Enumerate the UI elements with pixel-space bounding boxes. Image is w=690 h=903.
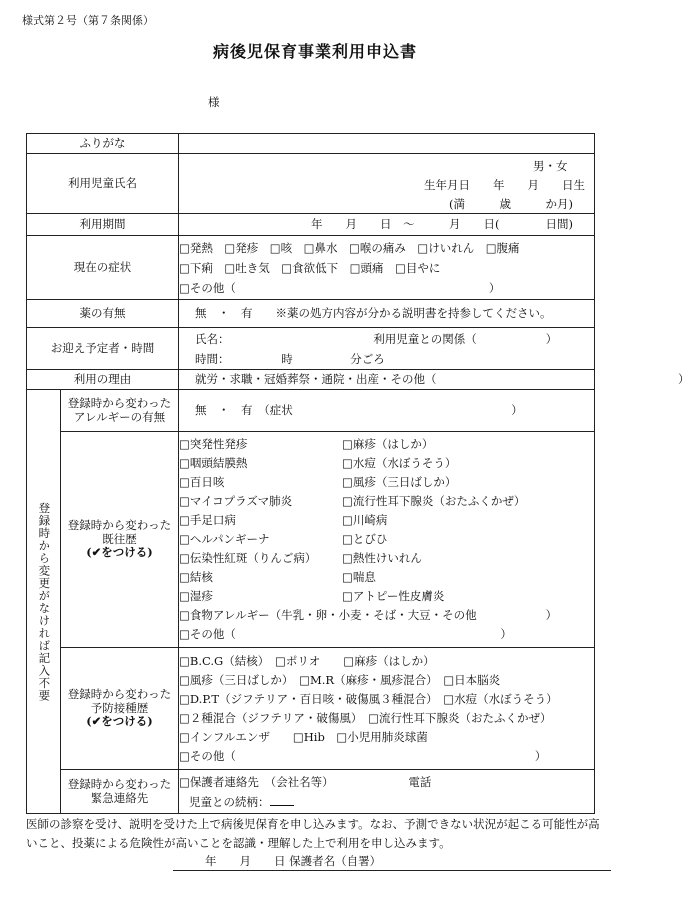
- history-label-line-1: 登録時から変わった: [67, 517, 172, 532]
- history-row: [179, 454, 594, 473]
- reason-field[interactable]: 就労・求職・冠婚葬祭・通院・出産・その他（ ）: [179, 370, 595, 390]
- emergency-relation[interactable]: [179, 792, 594, 812]
- history-checkbox-item[interactable]: □流行性耳下腺炎（おたふくかぜ）: [342, 494, 526, 508]
- history-checkbox-item[interactable]: □百日咳: [179, 475, 225, 489]
- symptoms-label: 現在の症状: [27, 236, 179, 300]
- age: (満 歳 か月): [449, 196, 573, 211]
- signature-line[interactable]: [173, 870, 611, 871]
- emergency-contact[interactable]: □保護者連絡先 （会社名等） 電話: [179, 774, 432, 789]
- pickup-name[interactable]: 氏名： 利用児童との関係（ ）: [195, 331, 558, 346]
- history-row: [179, 435, 594, 454]
- history-checkbox-item[interactable]: □マイコプラズマ肺炎: [179, 494, 293, 508]
- signature-line-label: 年 月 日 保護者名（自署）: [205, 854, 382, 868]
- pickup-label: お迎え予定者・時間: [27, 328, 179, 370]
- symptoms-line-3[interactable]: □その他（ ）: [179, 280, 501, 295]
- history-row: [179, 473, 594, 492]
- declaration-text: 医師の診察を受け、説明を受けた上で病後児保育を申し込みます。なお、予測できない状況が起こる可能性が高いこと、投薬による危険性が高いことを認識・理解した上で利用を申し込みます。: [26, 817, 600, 850]
- history-label: [61, 432, 179, 648]
- allergy-label-line-1: 登録時から変わった: [67, 395, 172, 410]
- furigana-field[interactable]: [179, 134, 595, 154]
- history-row: [179, 549, 594, 568]
- medicine-field[interactable]: 無 ・ 有 ※薬の処方内容が分かる説明書を持参してください。: [179, 300, 595, 328]
- relation-label: 児童との続柄：: [189, 794, 270, 809]
- pickup-time[interactable]: 時間： 時 分ごろ: [195, 351, 385, 366]
- history-checkbox-item[interactable]: □川崎病: [342, 513, 388, 527]
- reason-label: 利用の理由: [27, 370, 179, 390]
- vaccine-label-line-2: 予防接種歴: [90, 700, 149, 715]
- period-field[interactable]: 年 月 日 ～ 月 日( 日間): [179, 214, 595, 236]
- history-checkbox-item[interactable]: □伝染性紅斑（りんご病）: [179, 551, 317, 565]
- allergy-label: [61, 390, 179, 432]
- history-checkbox-item[interactable]: □風疹（三日ばしか）: [342, 475, 457, 489]
- vaccine-checkbox-line[interactable]: □その他（ ）: [179, 748, 547, 763]
- history-checkbox-item[interactable]: □アトピー性皮膚炎: [342, 589, 445, 603]
- vaccine-checkbox-line[interactable]: □B.C.G（結核） □ポリオ □麻疹（はしか）: [179, 653, 435, 668]
- symptoms-field[interactable]: [179, 236, 595, 300]
- history-row: [179, 492, 594, 511]
- side-label: 登録時から変更がなければ記入不要: [37, 501, 52, 702]
- history-checkbox-item[interactable]: □咽頭結膜熱: [179, 456, 248, 470]
- vaccine-label: [61, 648, 179, 770]
- side-label-cell: [27, 390, 61, 814]
- vaccine-checkbox-line[interactable]: □D.P.T（ジフテリア・百日咳・破傷風３種混合） □水痘（水ぼうそう）: [179, 691, 558, 706]
- history-field[interactable]: [179, 432, 595, 648]
- allergy-label-line-2: アレルギーの有無: [73, 409, 166, 424]
- history-checkbox-item[interactable]: □手足口病: [179, 513, 236, 527]
- birth-date: 生年月日 年 月 日生: [424, 177, 585, 192]
- history-row: [179, 530, 594, 549]
- history-checkbox-item[interactable]: □結核: [179, 570, 213, 584]
- vaccine-checkbox-line[interactable]: □風疹（三日ばしか） □M.R（麻疹・風疹混合） □日本脳炎: [179, 672, 501, 687]
- history-row: [179, 511, 594, 530]
- medicine-label: 薬の有無: [27, 300, 179, 328]
- emergency-label: [61, 770, 179, 814]
- pickup-field[interactable]: [179, 328, 595, 370]
- addressee: 様: [208, 95, 220, 109]
- symptoms-line-2[interactable]: □下痢 □吐き気 □食欲低下 □頭痛 □目やに: [179, 260, 441, 275]
- sex-options[interactable]: 男・女: [533, 158, 568, 173]
- period-label: 利用期間: [27, 214, 179, 236]
- child-name-label: 利用児童氏名: [27, 154, 179, 214]
- emergency-label-line-1: 登録時から変わった: [67, 776, 172, 791]
- form-number: 様式第２号（第７条関係）: [22, 14, 154, 27]
- furigana-label: ふりがな: [27, 134, 179, 154]
- relation-blank[interactable]: [270, 795, 294, 806]
- vaccine-label-line-1: 登録時から変わった: [67, 686, 172, 701]
- history-checkbox-item[interactable]: □喘息: [342, 570, 376, 584]
- history-checkbox-item[interactable]: □水痘（水ぼうそう）: [342, 456, 457, 470]
- emergency-field[interactable]: [179, 770, 595, 814]
- allergy-field[interactable]: 無 ・ 有 （症状 ）: [179, 390, 595, 432]
- history-label-line-2: 既往歴: [102, 531, 137, 546]
- child-name-field[interactable]: [179, 154, 595, 214]
- emergency-label-line-2: 緊急連絡先: [90, 790, 149, 805]
- history-checkbox-item[interactable]: □ヘルパンギーナ: [179, 532, 270, 546]
- page-title: 病後児保育事業利用申込書: [212, 42, 417, 61]
- history-checkbox-item[interactable]: □熱性けいれん: [342, 551, 422, 565]
- history-checkbox-item[interactable]: □麻疹（はしか）: [342, 437, 434, 451]
- vaccine-checklist: [179, 652, 594, 766]
- history-checkbox-item[interactable]: □湿疹: [179, 589, 213, 603]
- history-checklist: [179, 435, 594, 606]
- history-food-allergy[interactable]: □食物アレルギー（牛乳・卵・小麦・そば・大豆・その他 ）: [179, 608, 558, 622]
- history-checkbox-item[interactable]: □とびひ: [342, 532, 388, 546]
- application-table: [26, 133, 690, 814]
- vaccine-field[interactable]: [179, 648, 595, 770]
- history-row: [179, 587, 594, 606]
- history-row: [179, 568, 594, 587]
- symptoms-line-1[interactable]: □発熱 □発疹 □咳 □鼻水 □喉の痛み □けいれん □腹痛: [179, 240, 520, 255]
- history-label-hint: (✔をつける): [86, 545, 153, 560]
- vaccine-checkbox-line[interactable]: □２種混合（ジフテリア・破傷風） □流行性耳下腺炎（おたふくかぜ）: [179, 710, 552, 725]
- vaccine-checkbox-line[interactable]: □インフルエンザ □Hib □小児用肺炎球菌: [179, 729, 428, 744]
- history-other[interactable]: □その他（ ）: [179, 627, 512, 641]
- history-checkbox-item[interactable]: □突発性発疹: [179, 437, 248, 451]
- vaccine-label-hint: (✔をつける): [86, 714, 153, 729]
